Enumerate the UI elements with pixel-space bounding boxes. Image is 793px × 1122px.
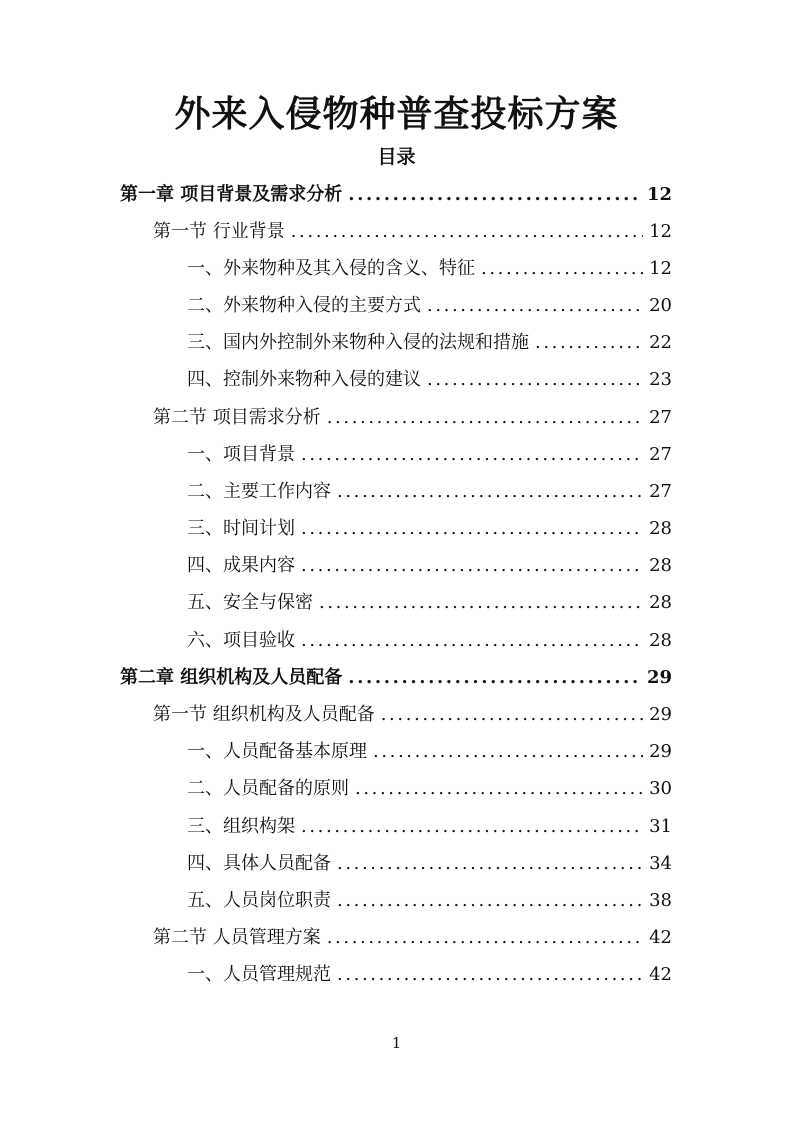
toc-entry-label: 三、时间计划 <box>187 518 295 539</box>
toc-entry-label: 第二章 组织机构及人员配备 <box>120 667 343 688</box>
toc-entry-label: 一、项目背景 <box>187 444 295 465</box>
toc-entry-page: 27 <box>649 407 672 428</box>
toc-entry-subsection[interactable] <box>187 515 672 543</box>
toc-entry-label: 五、安全与保密 <box>187 592 313 613</box>
toc-entry-label: 三、组织构架 <box>187 816 295 837</box>
toc-entry-subsection[interactable] <box>187 366 672 394</box>
toc-entry-label: 六、项目验收 <box>187 630 295 651</box>
toc-entry-page: 29 <box>646 667 672 688</box>
toc-dot-leader <box>427 366 643 394</box>
toc-entry-page: 23 <box>649 369 672 390</box>
document-title: 外来入侵物种普查投标方案 <box>174 93 619 135</box>
toc-entry-page: 29 <box>649 741 672 762</box>
toc-dot-leader <box>481 255 643 283</box>
toc-heading: 目录 <box>377 146 416 168</box>
toc-entry-page: 20 <box>649 295 672 316</box>
toc-entry-label: 四、控制外来物种入侵的建议 <box>187 369 421 390</box>
toc-entry-page: 31 <box>649 816 672 837</box>
toc-entry-chapter-2[interactable] <box>120 664 672 692</box>
toc-entry-page: 38 <box>649 890 672 911</box>
toc-entry-label: 第一节 组织机构及人员配备 <box>153 704 375 725</box>
toc-dot-leader <box>337 887 643 915</box>
toc-entry-page: 28 <box>649 518 672 539</box>
toc-entry-label: 二、人员配备的原则 <box>187 778 349 799</box>
toc-entry-subsection[interactable] <box>187 775 672 803</box>
toc-entry-page: 12 <box>649 221 672 242</box>
toc-entry-label: 一、人员管理规范 <box>187 964 331 985</box>
toc-dot-leader <box>348 181 641 209</box>
toc-entry-label: 第二节 项目需求分析 <box>153 407 321 428</box>
toc-entry-subsection[interactable] <box>187 478 672 506</box>
toc-entry-subsection[interactable] <box>187 961 672 989</box>
toc-entry-section[interactable] <box>153 701 672 729</box>
toc-dot-leader <box>337 850 643 878</box>
toc-entry-label: 四、具体人员配备 <box>187 853 331 874</box>
toc-entry-label: 第一节 行业背景 <box>153 221 285 242</box>
page-number: 1 <box>391 1034 402 1052</box>
toc-entry-subsection[interactable] <box>187 292 672 320</box>
toc-dot-leader <box>301 552 643 580</box>
toc-entry-subsection[interactable] <box>187 329 672 357</box>
toc-entry-page: 28 <box>649 555 672 576</box>
toc-dot-leader <box>337 478 643 506</box>
toc-entry-subsection[interactable] <box>187 850 672 878</box>
toc-entry-subsection[interactable] <box>187 738 672 766</box>
toc-dot-leader <box>319 589 643 617</box>
toc-entry-subsection[interactable] <box>187 589 672 617</box>
toc-entry-subsection[interactable] <box>187 552 672 580</box>
toc-entry-subsection[interactable] <box>187 813 672 841</box>
toc-entry-label: 四、成果内容 <box>187 555 295 576</box>
toc-dot-leader <box>301 441 643 469</box>
toc-entry-page: 12 <box>646 184 672 205</box>
toc-dot-leader <box>291 218 643 246</box>
toc-entry-label: 二、外来物种入侵的主要方式 <box>187 295 421 316</box>
toc-dot-leader <box>427 292 643 320</box>
toc-entry-section[interactable] <box>153 924 672 952</box>
toc-entry-section[interactable] <box>153 404 672 432</box>
toc-dot-leader <box>355 775 643 803</box>
toc-entry-label: 第二节 人员管理方案 <box>153 927 321 948</box>
toc-entry-page: 42 <box>649 927 672 948</box>
toc-entry-subsection[interactable] <box>187 627 672 655</box>
toc-entry-label: 三、国内外控制外来物种入侵的法规和措施 <box>187 332 529 353</box>
toc-entry-page: 28 <box>649 630 672 651</box>
toc-entry-page: 30 <box>649 778 672 799</box>
toc-dot-leader <box>535 329 643 357</box>
toc-entry-page: 12 <box>649 258 672 279</box>
toc-entry-label: 一、外来物种及其入侵的含义、特征 <box>187 258 475 279</box>
toc-entry-label: 二、主要工作内容 <box>187 481 331 502</box>
toc-entry-label: 五、人员岗位职责 <box>187 890 331 911</box>
toc-dot-leader <box>327 404 643 432</box>
toc-entry-label: 第一章 项目背景及需求分析 <box>120 184 343 205</box>
toc-entry-page: 42 <box>649 964 672 985</box>
toc-dot-leader <box>301 627 643 655</box>
toc-entry-subsection[interactable] <box>187 255 672 283</box>
toc-entry-section[interactable] <box>153 218 672 246</box>
toc-entry-page: 34 <box>649 853 672 874</box>
toc-dot-leader <box>337 961 643 989</box>
toc-entry-page: 27 <box>649 481 672 502</box>
toc-entry-page: 27 <box>649 444 672 465</box>
toc-entry-page: 22 <box>649 332 672 353</box>
toc-entry-subsection[interactable] <box>187 887 672 915</box>
toc-dot-leader <box>373 738 643 766</box>
toc-dot-leader <box>381 701 643 729</box>
toc-entry-label: 一、人员配备基本原理 <box>187 741 367 762</box>
toc-dot-leader <box>327 924 643 952</box>
toc-entry-page: 28 <box>649 592 672 613</box>
toc-dot-leader <box>348 664 641 692</box>
toc-entry-subsection[interactable] <box>187 441 672 469</box>
toc-entry-chapter-1[interactable] <box>120 181 672 209</box>
toc-dot-leader <box>301 515 643 543</box>
toc-entry-page: 29 <box>649 704 672 725</box>
toc-dot-leader <box>301 813 643 841</box>
